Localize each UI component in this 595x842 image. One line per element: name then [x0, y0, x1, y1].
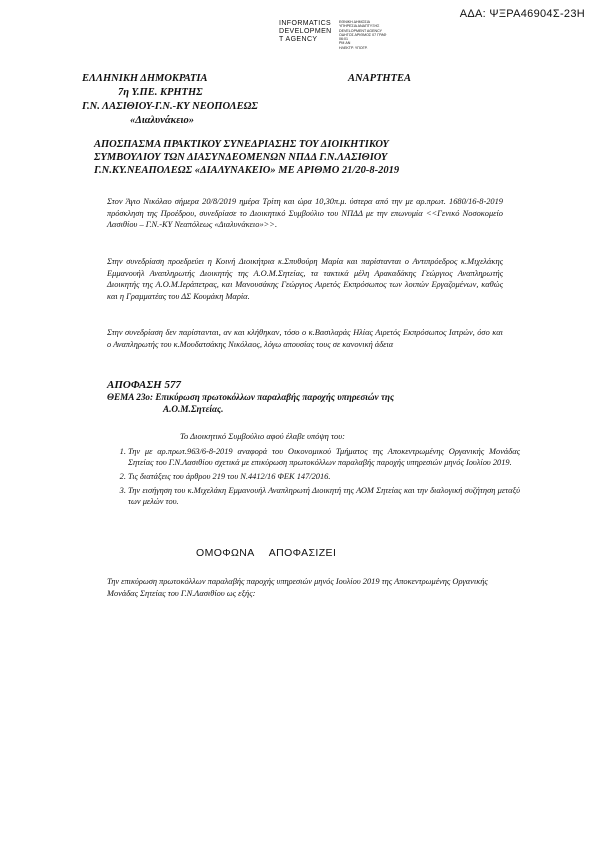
- logo-small-line: 06:01: [339, 37, 348, 42]
- paragraph-attendees: Στην συνεδρίαση προεδρεύει η Κοινή Διοικήτρια κ.Σπυθούρη Μαρία και παρίστανται ο Αντιπρόεδρος κ.Μιχελάκης Εμμανουήλ Αναπληρωτής Διοικητής της Α.Ο.Μ.Σητείας, τα τακτικά μέλη Αρακαδάκης Γεώργιος Αναπληρωτής Διοικητής της Α.Ο.Μ.Ιεράπετρας, και Μανουσάκης Γεώργιος Αιρετός Εκπρόσωπος των λοιπών Εργαζομένων, καθώς και η Γραμματέας του ΔΣ Κουμάκη Μαρία.: [107, 257, 503, 301]
- title-line: ΣΥΜΒΟΥΛΙΟΥ ΤΩΝ ΔΙΑΣΥΝΔΕΟΜΕΝΩΝ ΝΠΔΔ Γ.Ν.ΛΑΣΙΘΙΟΥ: [94, 152, 388, 163]
- hospital-name: Γ.Ν. ΛΑΣΙΘΙΟΥ-Γ.Ν.-ΚΥ ΝΕΟΠΟΛΕΩΣ: [82, 101, 258, 112]
- ada-code: ΑΔΑ: ΨΞΡΑ46904Σ-23Η: [459, 8, 585, 20]
- subject-text-cont: Α.Ο.Μ.Σητείας.: [163, 404, 224, 414]
- title-line: ΑΠΟΣΠΑΣΜΑ ΠΡΑΚΤΙΚΟΥ ΣΥΝΕΔΡΙΑΣΗΣ ΤΟΥ ΔΙΟΙΚΗΤΙΚΟΥ: [94, 139, 389, 150]
- decision-subject: [107, 391, 507, 415]
- considerations-list: [110, 446, 520, 510]
- unanimous-word: ΟΜΟΦΩΝΑ: [196, 547, 255, 559]
- paragraph-absentees: Στην συνεδρίαση δεν παρίστανται, αν και κλήθηκαν, τόσο ο κ.Βασιλαράς Ηλίας Αιρετός Εκπρόσωπος Ιατρών, όσο και ο Αναπληρωτής του κ.Μουδατσάκης Νικόλαος, λόγω απουσίας τους σε κανονική άδεια: [107, 328, 503, 349]
- logo-line: T AGENCY: [279, 36, 318, 43]
- document-title: [94, 138, 504, 177]
- logo-small-line: ΗΛΕΚΤΡ. ΥΠΟΓΡ.: [339, 45, 368, 50]
- title-line: Γ.Ν.ΚΥ.ΝΕΑΠΟΛΕΩΣ «ΔΙΑΛΥΝΑΚΕΙΟ» ΜΕ ΑΡΙΘΜΟ 21/20-8-2019: [94, 165, 400, 176]
- decision-text: Την επικύρωση πρωτοκόλλων παραλαβής παροχής υπηρεσιών μηνός Ιουλίου 2019 της Αποκεντρωμένης Οργανικής Μονάδας Σητείας του Γ.Ν.Λασιθίου ως εξής:: [107, 577, 488, 598]
- considerations-intro: Το Διοικητικό Συμβούλιο αφού έλαβε υπόψη του:: [180, 431, 346, 441]
- posting-label: ΑΝΑΡΤΗΤΕΑ: [348, 73, 412, 84]
- logo-small-line: DEVELOPMENT AGENCY: [339, 28, 383, 33]
- unanimous-decision-heading: [196, 547, 336, 559]
- logo-small-line: ΥΠΗΡΕΣΙΑ ΑΝΑΠΤΥΞΗΣ: [339, 24, 380, 29]
- paragraph-meeting: Στον Άγιο Νικόλαο σήμερα 20/8/2019 ημέρα Τρίτη και ώρα 10,30π.μ. ύστερα από την με αρ.πρωτ. 1680/16-8-2019 πρόσκληση της Προέδρου, συνεδρίασε το Διοικητικό Συμβούλιο του ΝΠΔΔ με την επωνυμία <<Γενικό Νοσοκομείο Λασιθίου – Γ.Ν.-ΚΥ Νεαπόλεως «Διαλυνάκειο»>>.: [107, 197, 503, 229]
- informatics-agency-logo: [279, 20, 332, 44]
- subject-text: Επικύρωση πρωτοκόλλων παραλαβής παροχής υπηρεσιών της: [155, 392, 395, 402]
- health-region: 7η Υ.ΠΕ. ΚΡΗΤΗΣ: [118, 87, 203, 98]
- decides-word: ΑΠΟΦΑΣΙΖΕΙ: [268, 547, 337, 559]
- list-item: 3. Την εισήγηση του κ.Μιχελάκη Εμμανουήλ Αναπληρωτή Διοικητή της ΑΟΜ Σητείας και την διαλογική συζήτηση μεταξύ των μελών του.: [128, 485, 520, 507]
- hospital-nickname: «Διαλυνάκειο»: [130, 115, 194, 126]
- logo-signature-block: [339, 20, 386, 50]
- subject-label: ΘΕΜΑ 23ο:: [107, 392, 154, 402]
- decision-number: ΑΠΟΦΑΣΗ 577: [107, 379, 181, 391]
- logo-small-line: ΟΔΗΓΟΣ ΑΡΙΘΜΟΣ 07 ΓΡΑΦ: [339, 32, 387, 37]
- logo-small-line: PM ΑΝ: [339, 41, 351, 46]
- logo-small-line: ΕΘΝΙΚΗ ΔΗΜΟΣΙΑ: [339, 20, 370, 24]
- republic-heading: ΕΛΛΗΝΙΚΗ ΔΗΜΟΚΡΑΤΙΑ: [82, 73, 208, 84]
- logo-line: INFORMATICS: [279, 20, 332, 27]
- list-item: 1. Την με αρ.πρωτ.963/6-8-2019 αναφορά του Οικονομικού Τμήματος της Αποκεντρωμένης Οργανικής Μονάδας Σητείας του Γ.Ν.Λασιθίου σχετικά με επικύρωση πρωτοκόλλων παραλαβής παροχής υπηρεσιών μηνός Ιουλίου 2019.: [128, 446, 520, 468]
- logo-line: DEVELOPMEN: [279, 28, 332, 35]
- list-item: 2. Τις διατάξεις του άρθρου 219 του Ν.4412/16 ΦΕΚ 147/2016.: [128, 471, 520, 482]
